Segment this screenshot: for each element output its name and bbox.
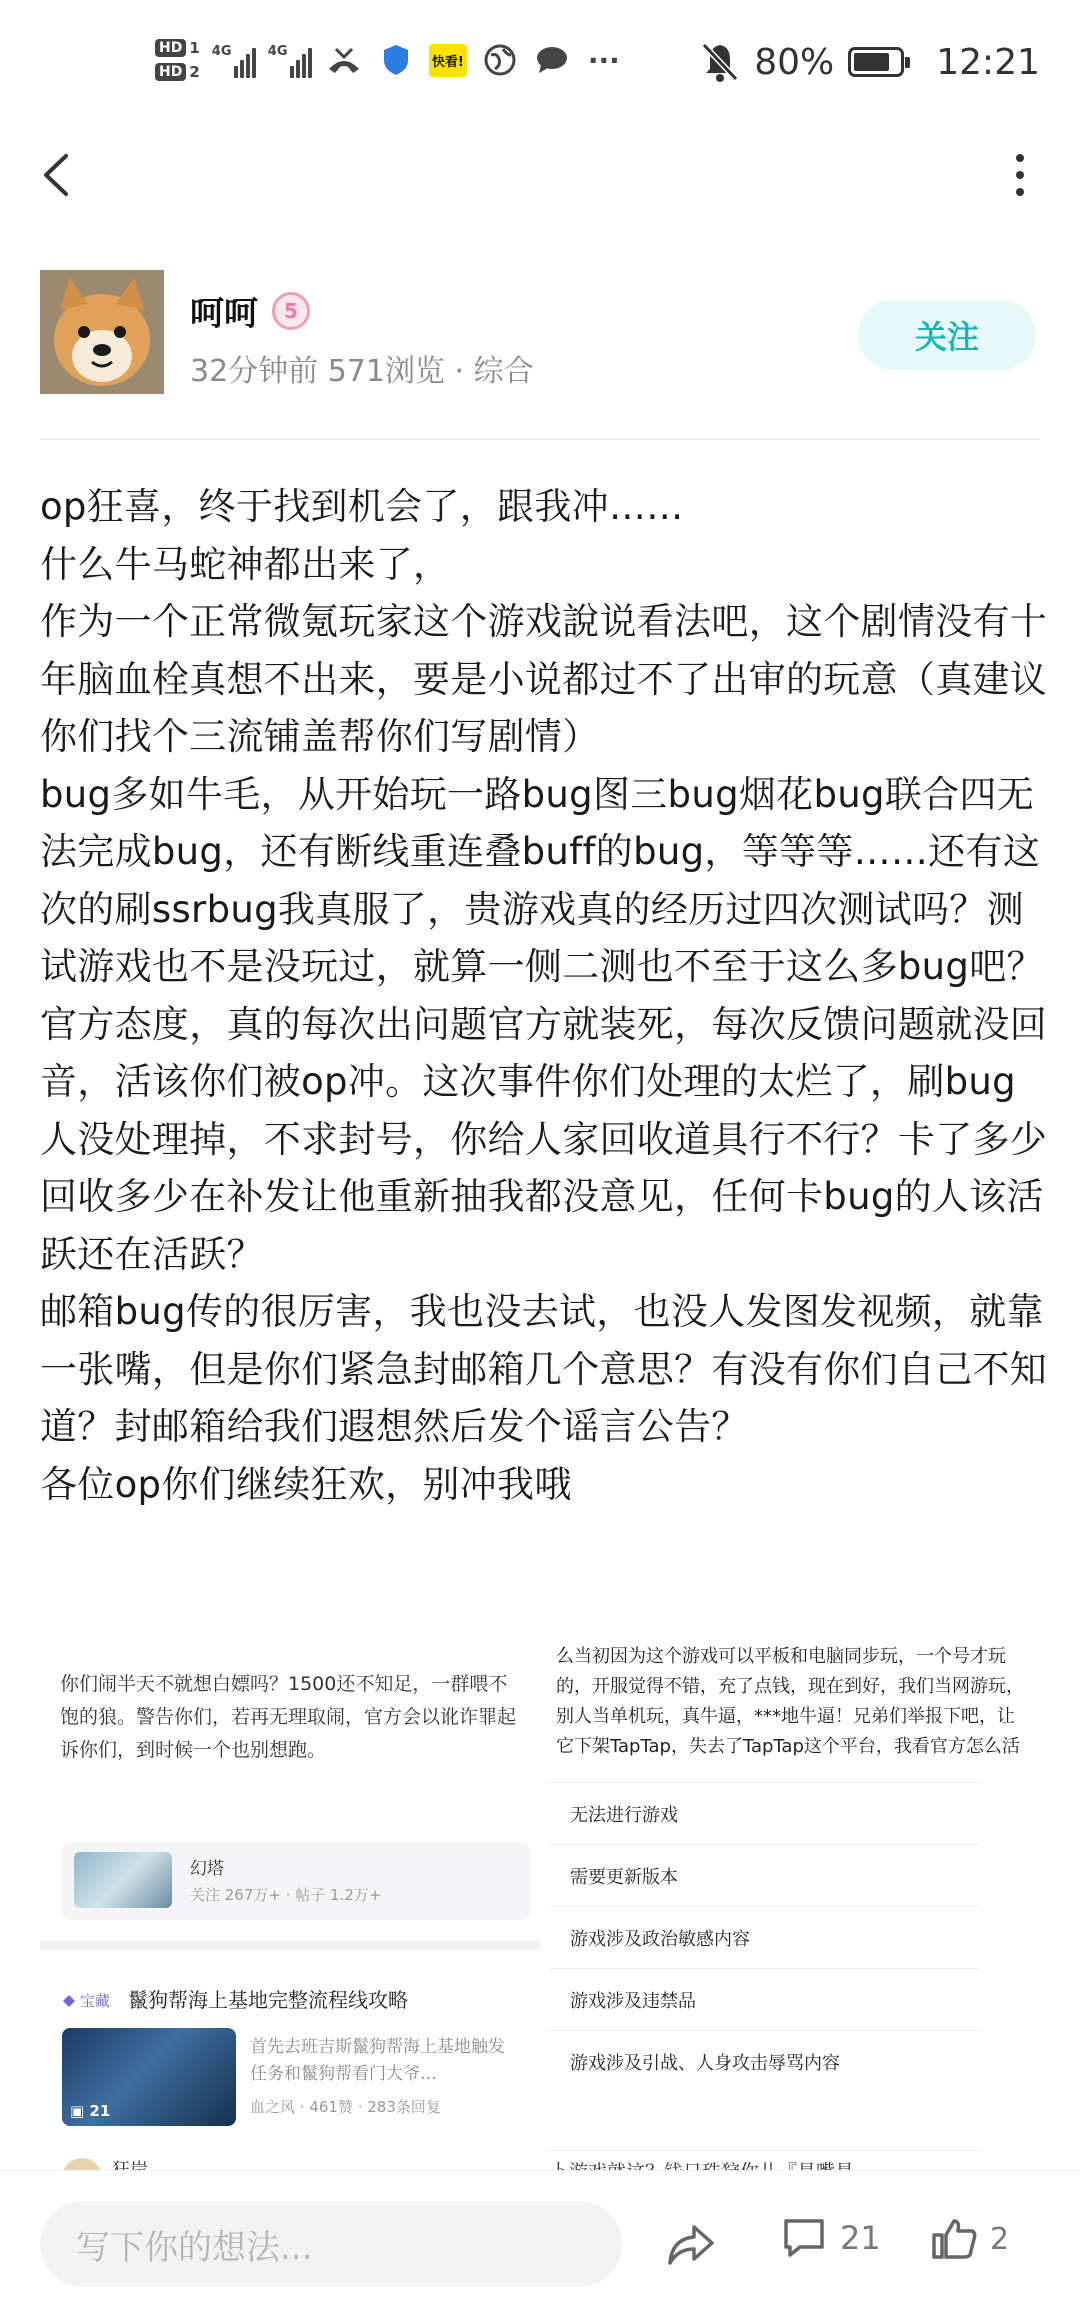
more-vertical-icon: [1010, 150, 1030, 200]
game-stats: 关注 267万+ · 帖子 1.2万+: [190, 1886, 382, 1904]
status-right: [700, 36, 1040, 88]
author-name-row: [190, 286, 310, 335]
attached-image-1[interactable]: [40, 1650, 540, 2170]
report-reason-item: 游戏涉及违禁品: [550, 1968, 980, 2030]
report-reason-item: 无法进行游戏: [550, 1782, 980, 1844]
chevron-left-icon: [38, 150, 78, 200]
guide-tag: 宝藏: [62, 1990, 110, 2011]
top-nav: [0, 140, 1080, 210]
mute-bell-icon: [700, 41, 740, 83]
level-badge: 5: [272, 292, 310, 330]
post-line: 什么牛马蛇神都出来了，: [40, 542, 451, 586]
diamond-icon: [62, 1994, 76, 2008]
divider: [40, 438, 1040, 440]
hd2-indicator: HD 2: [155, 63, 200, 81]
author-name[interactable]: 呵呵: [190, 294, 258, 334]
chat-icon: [532, 40, 572, 80]
guide-title: 鬣狗帮海上基地完整流程线攻略: [128, 1988, 408, 2012]
like-count: 2: [990, 2221, 1010, 2257]
game-name: 幻塔: [190, 1859, 224, 1879]
guide-meta: 血之风 · 461赞 · 283条回复: [250, 2098, 441, 2116]
status-left: [155, 28, 624, 92]
section-gap: [40, 1940, 540, 1950]
avatar[interactable]: [40, 270, 164, 394]
game-thumbnail: [74, 1852, 172, 1908]
battery-fill: [854, 53, 889, 71]
comment-input[interactable]: 写下你的想法...: [40, 2201, 622, 2287]
hd-indicators: [155, 39, 200, 81]
post-line: 官方态度，真的每次出问题官方就装死，每次反馈问题就没回音，活该你们被op冲。这次事件你们处理的太烂了，刷bug人没处理掉，不求封号，你给人家回收道具行不行？卡了多少回收多少在补发让他重新抽我都没意见，任何卡bug的人该活跃还在活跃？: [40, 1002, 1048, 1276]
quoted-text: 你们闹半天不就想白嫖吗？1500还不知足，一群喂不饱的狼。警告你们，若再无理取闹，官方会以讹诈罪起诉你们，到时候一个也别想跑。: [60, 1673, 517, 1761]
clock: 12:21: [936, 41, 1040, 83]
post-meta: 32分钟前 571浏览 · 综合: [190, 354, 534, 389]
comment-button[interactable]: [780, 2215, 881, 2261]
report-reason-item: 需要更新版本: [550, 1844, 980, 1906]
thumbs-up-icon: [930, 2215, 978, 2263]
battery-percent: 80%: [754, 41, 835, 83]
share-icon: [666, 2219, 716, 2269]
status-bar: [0, 0, 1080, 120]
post-line: 各位op你们继续狂欢，别冲我哦: [40, 1462, 572, 1506]
post-body: [40, 478, 1050, 1513]
missed-call-icon: [324, 40, 364, 80]
kuaikan-app-icon: 快看!: [428, 40, 468, 80]
post-line: op狂喜，终于找到机会了，跟我冲……: [40, 485, 684, 528]
hd1-indicator: HD 1: [155, 39, 200, 57]
quoted-text: 么当初因为这个游戏可以平板和电脑同步玩，一个号才玩的，开服觉得不错，充了点钱，现在到好，我们当网游玩，别人当单机玩，真牛逼，***地牛逼！兄弟们举报下吧，让它下架TapTap，失去了TapTap这个平台，我看官方怎么活: [556, 1646, 1024, 1757]
attached-image-2[interactable]: [550, 1646, 1040, 2170]
signal-icon-2: 4G: [268, 42, 312, 78]
post-line: 邮箱bug传的很厉害，我也没去试，也没人发图发视频，就靠一张嘴，但是你们紧急封邮箱几个意思？有没有你们自己不知道？封邮箱给我们遐想然后发个谣言公告？: [40, 1290, 1048, 1448]
report-reason-item: 游戏涉及引战、人身攻击辱骂内容: [550, 2030, 980, 2092]
shiba-avatar-image: [40, 270, 164, 394]
more-menu-button[interactable]: [1010, 150, 1030, 200]
post-line: 作为一个正常微氪玩家这个游戏說说看法吧，这个剧情没有十年脑血栓真想不出来，要是小说都过不了出审的玩意（真建议你们找个三流铺盖帮你们写剧情）: [40, 600, 1048, 758]
shield-icon: [376, 40, 416, 80]
guide-image-count: ▣ 21: [70, 2102, 111, 2120]
battery-icon: [848, 47, 904, 77]
browser-icon: [480, 40, 520, 80]
follow-button[interactable]: 关注: [858, 300, 1036, 370]
report-reason-item: 游戏涉及政治敏感内容: [550, 1906, 980, 1968]
bottom-action-bar: [0, 2170, 1080, 2310]
post-line: bug多如牛毛，从开始玩一路bug图三bug烟花bug联合四无法完成bug，还有断线重连叠buff的bug，等等等……还有这次的刷ssrbug我真服了，贵游戏真的经历过四次测试吗？测试游戏也不是没玩过，就算一侧二测也不至于这么多bug吧？: [40, 772, 1044, 988]
share-button[interactable]: [666, 2219, 716, 2269]
comment-count: 21: [840, 2219, 881, 2257]
guide-description: 首先去班吉斯鬣狗帮海上基地触发任务和鬣狗帮看门大爷…: [250, 2037, 505, 2084]
more-notifications-icon: ···: [587, 43, 620, 77]
comment-icon: [780, 2215, 828, 2261]
author-header: [0, 270, 1080, 400]
like-button[interactable]: [930, 2215, 1009, 2263]
game-card: [62, 1842, 530, 1920]
signal-icon: 4G: [212, 42, 256, 78]
attached-images: [40, 1646, 1040, 2170]
guide-thumbnail: [62, 2028, 236, 2126]
back-button[interactable]: [38, 150, 78, 200]
